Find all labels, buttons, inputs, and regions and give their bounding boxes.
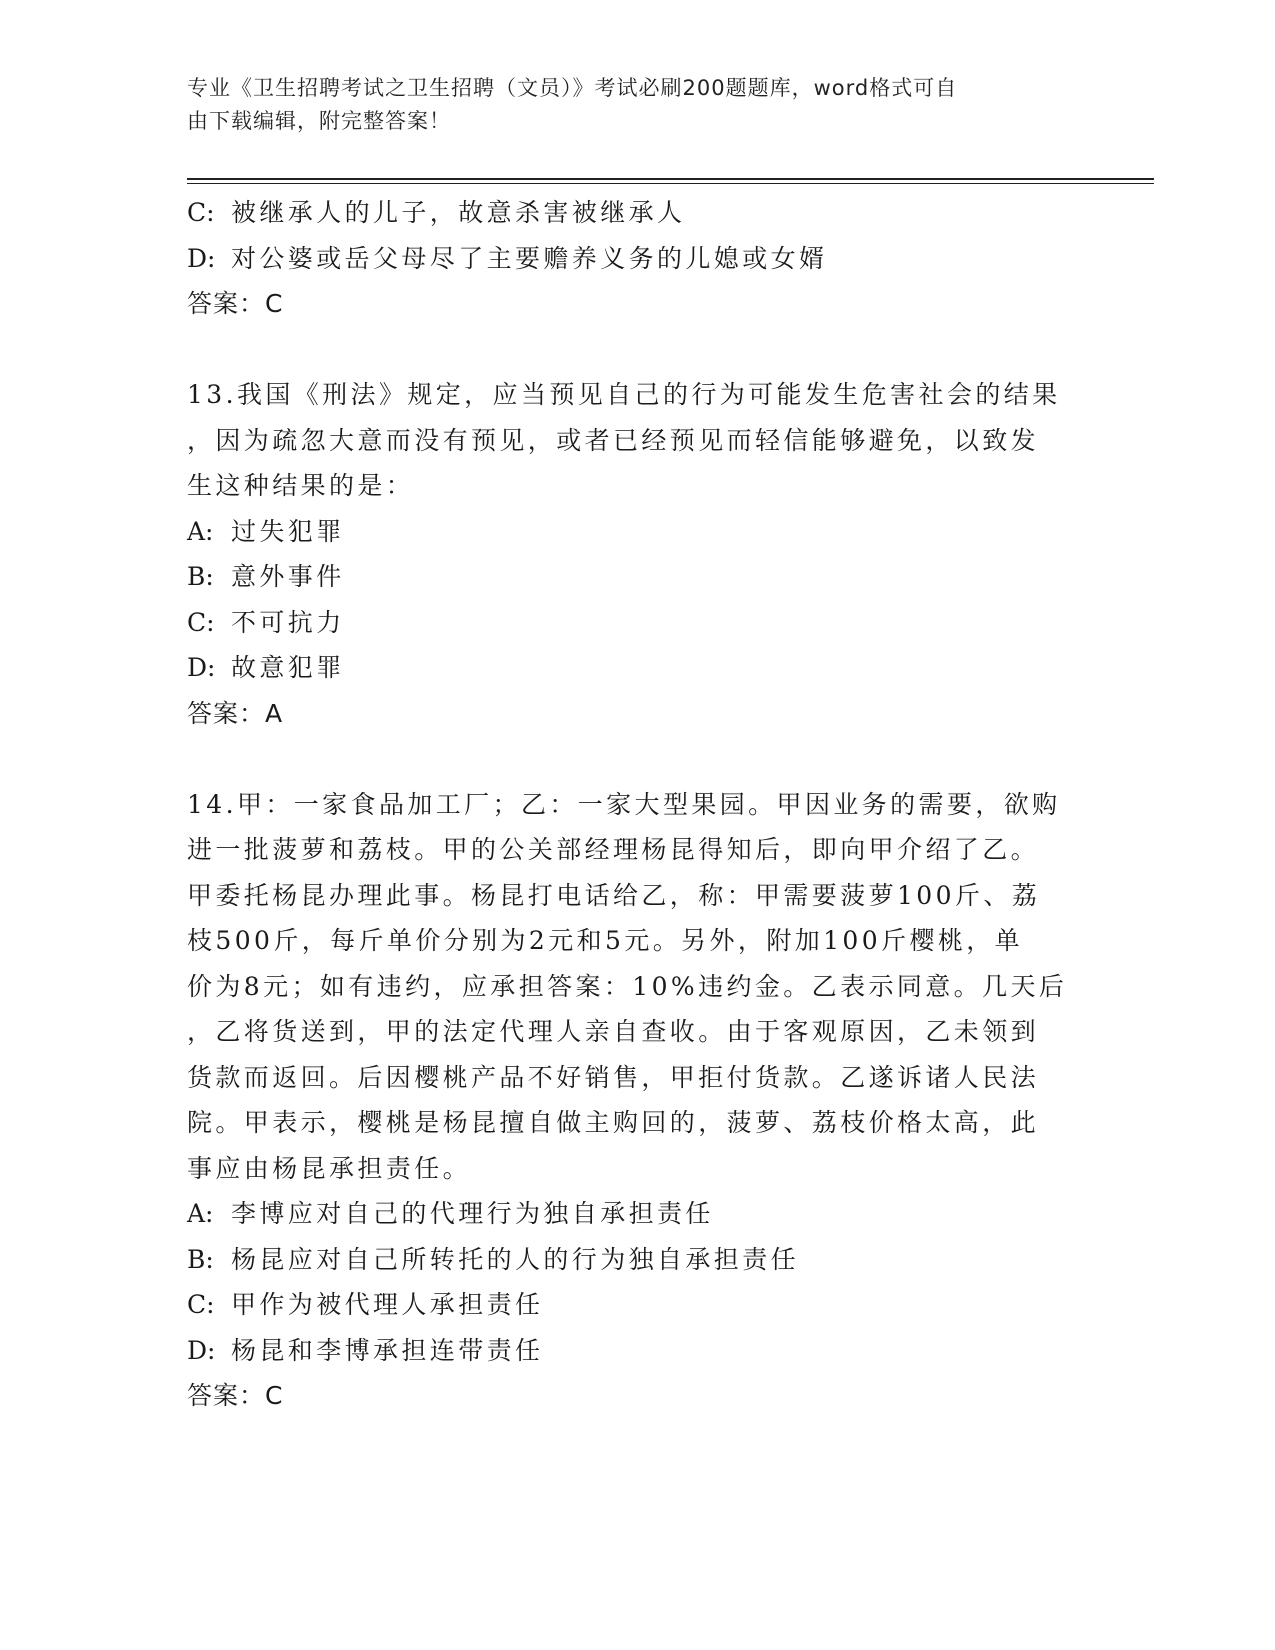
option-a [187, 509, 1077, 555]
option-c [187, 600, 1077, 646]
option-text: 甲作为被代理人承担责任 [231, 1290, 544, 1319]
stem-line: ，因为疏忽大意而没有预见，或者已经预见而轻信能够避免，以致发 [187, 425, 1040, 455]
header-line-2: 由下载编辑，附完整答案！ [187, 109, 451, 133]
question-stem [187, 372, 1077, 509]
header-rule-thick [187, 178, 1154, 180]
document-header [187, 72, 1067, 138]
option-text: 故意犯罪 [231, 653, 345, 682]
option-d [187, 1328, 1077, 1374]
stem-line: 14.甲：一家食品加工厂；乙：一家大型果园。甲因业务的需要，欲购 [187, 789, 1061, 819]
option-key: C: [187, 607, 215, 637]
option-text: 李博应对自己的代理行为独自承担责任 [231, 1199, 714, 1228]
answer-line: 答案：C [187, 289, 284, 318]
option-text: 不可抗力 [231, 607, 345, 637]
header-line-1: 专业《卫生招聘考试之卫生招聘（文员）》考试必刷200题题库，word格式可自 [187, 76, 958, 100]
option-b [187, 1237, 1077, 1283]
option-key: D: [187, 653, 216, 682]
option-d [187, 645, 1077, 691]
question-12-tail [187, 190, 1077, 327]
option-key: D: [187, 243, 216, 273]
stem-line: 13.我国《刑法》规定，应当预见自己的行为可能发生危害社会的结果 [187, 380, 1061, 409]
answer-line: 答案：C [187, 1381, 284, 1410]
option-key: C: [187, 1290, 215, 1319]
question-stem [187, 782, 1077, 1192]
stem-line: 甲委托杨昆办理此事。杨昆打电话给乙，称：甲需要菠萝100斤、荔 [187, 880, 1041, 910]
header-rule-thin [187, 183, 1154, 184]
stem-line: 生这种结果的是： [187, 471, 415, 500]
option-text: 对公婆或岳父母尽了主要赡养义务的儿媳或女婿 [231, 243, 828, 273]
option-c [187, 190, 1077, 236]
stem-line: 院。甲表示，樱桃是杨昆擅自做主购回的，菠萝、荔枝价格太高，此 [187, 1108, 1040, 1137]
stem-line: 事应由杨昆承担责任。 [187, 1153, 472, 1183]
answer-line: 答案：A [187, 698, 284, 728]
option-c [187, 1282, 1077, 1328]
stem-line: ，乙将货送到，甲的法定代理人亲自查收。由于客观原因，乙未领到 [187, 1017, 1040, 1046]
option-text: 杨昆应对自己所转托的人的行为独自承担责任 [231, 1244, 800, 1274]
option-key: A: [187, 516, 214, 546]
option-text: 被继承人的儿子，故意杀害被继承人 [231, 198, 686, 227]
stem-line: 货款而返回。后因樱桃产品不好销售，甲拒付货款。乙遂诉诸人民法 [187, 1062, 1040, 1092]
option-key: B: [187, 1244, 214, 1274]
option-a [187, 1191, 1077, 1237]
stem-line: 枝500斤，每斤单价分别为2元和5元。另外，附加100斤樱桃，单 [187, 926, 1024, 955]
question-13 [187, 372, 1077, 736]
question-content [187, 190, 1077, 1419]
option-key: C: [187, 198, 215, 227]
option-key: B: [187, 562, 214, 591]
option-text: 过失犯罪 [231, 516, 345, 546]
stem-line: 价为8元；如有违约，应承担答案：10%违约金。乙表示同意。几天后 [187, 971, 1068, 1001]
stem-line: 进一批菠萝和荔枝。甲的公关部经理杨昆得知后，即向甲介绍了乙。 [187, 835, 1040, 864]
option-text: 杨昆和李博承担连带责任 [231, 1335, 544, 1365]
option-d [187, 236, 1077, 282]
option-text: 意外事件 [231, 562, 345, 591]
option-key: D: [187, 1335, 216, 1365]
option-key: A: [187, 1199, 214, 1228]
question-14 [187, 782, 1077, 1419]
option-b [187, 554, 1077, 600]
